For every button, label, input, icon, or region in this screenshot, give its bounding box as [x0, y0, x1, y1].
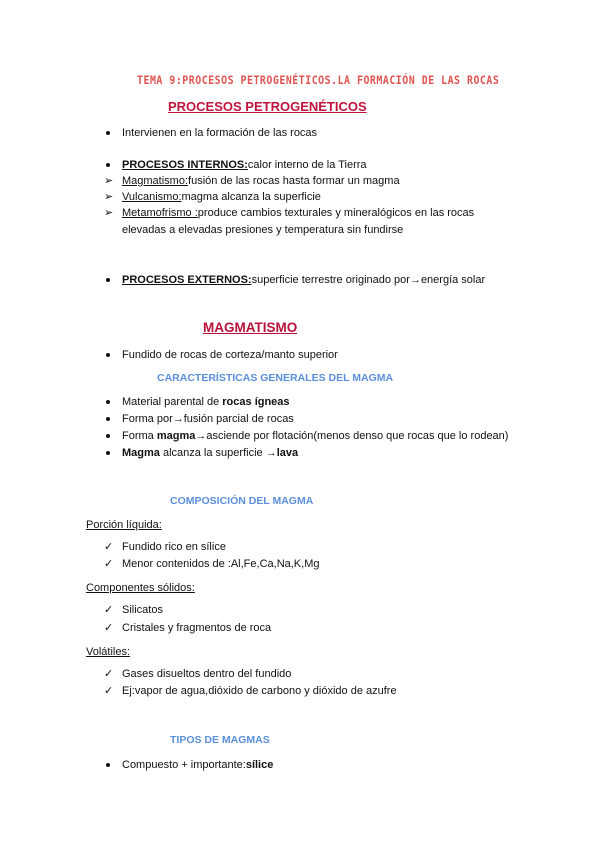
arrow-right-icon: → — [409, 274, 421, 286]
procesos-internos-line — [122, 158, 367, 172]
intro-text: Intervienen en la formación de las rocas — [122, 127, 318, 139]
solidos-item: Silicatos — [122, 604, 163, 616]
section-heading-magmatismo: MAGMATISMO — [203, 320, 298, 335]
bullet-icon — [106, 451, 110, 455]
procesos-internos-label: PROCESOS INTERNOS: — [122, 159, 248, 171]
subheading-composicion: COMPOSICIÓN DEL MAGMA — [170, 495, 314, 507]
volatiles-item: Gases disueltos dentro del fundido — [122, 668, 292, 680]
arrowhead-bullet-icon: ➢ — [104, 175, 114, 187]
volatiles-item: Ej:vapor de agua,dióxido de carbono y dióxido de azufre — [122, 685, 397, 697]
procesos-internos-text: calor interno de la Tierra — [247, 159, 367, 171]
item-text: Forma por — [122, 413, 173, 425]
check-icon: ✓ — [104, 558, 114, 570]
caracteristica-item-4 — [122, 446, 298, 460]
check-icon: ✓ — [104, 685, 114, 697]
bullet-icon — [106, 353, 110, 357]
item-text: Forma — [122, 430, 157, 442]
porcion-liquida-label: Porción líquida: — [86, 519, 162, 531]
bullet-icon — [106, 434, 110, 438]
procesos-externos-line — [122, 273, 485, 287]
bullet-icon — [106, 417, 110, 421]
item-bold-text: lava — [276, 447, 299, 459]
volatiles-label: Volátiles: — [86, 646, 131, 658]
arrow-right-icon: → — [195, 430, 207, 442]
caracteristica-item-3 — [122, 429, 508, 443]
arrowhead-bullet-icon: ➢ — [104, 191, 114, 203]
metamorfismo-text: produce cambios texturales y mineralógicos en las rocas — [197, 207, 475, 219]
check-icon: ✓ — [104, 622, 114, 634]
bullet-icon — [106, 278, 110, 282]
liquida-item: Menor contenidos de :Al,Fe,Ca,Na,K,Mg — [122, 558, 320, 570]
subheading-caracteristicas: CARACTERÍSTICAS GENERALES DEL MAGMA — [157, 372, 394, 384]
procesos-externos-label: PROCESOS EXTERNOS: — [122, 274, 252, 286]
liquida-item: Fundido rico en sílice — [122, 541, 226, 553]
vulcanismo-label: Vulcanismo: — [122, 191, 182, 203]
item-text: asciende por flotación(menos denso que rocas que lo rodean) — [206, 430, 509, 442]
solidos-item: Cristales y fragmentos de roca — [122, 622, 272, 634]
check-icon: ✓ — [104, 604, 114, 616]
document-title: TEMA 9:PROCESOS PETROGENÉTICOS.LA FORMACIÓN DE LAS ROCAS — [137, 73, 500, 87]
bullet-icon — [106, 400, 110, 404]
item-text: fusión parcial de rocas — [183, 413, 294, 425]
procesos-externos-text: superficie terrestre originado por — [251, 274, 410, 286]
check-icon: ✓ — [104, 541, 114, 553]
arrow-right-icon: → — [172, 413, 184, 425]
magmatismo-intro: Fundido de rocas de corteza/manto superior — [122, 349, 338, 361]
item-text: alcanza la superficie — [159, 447, 266, 459]
metamorfismo-text-continued: elevadas a elevadas presiones y temperatura sin fundirse — [122, 224, 404, 236]
caracteristica-item-2 — [122, 412, 294, 426]
vulcanismo-text: magma alcanza la superficie — [181, 191, 321, 203]
item-text: Compuesto + importante: — [122, 759, 246, 771]
item-bold-text: sílice — [245, 759, 274, 771]
bullet-icon — [106, 163, 110, 167]
check-icon: ✓ — [104, 668, 114, 680]
section-heading-procesos: PROCESOS PETROGENÉTICOS — [168, 99, 367, 114]
bullet-icon — [106, 131, 110, 135]
vulcanismo-line — [122, 190, 321, 204]
caracteristica-item-1 — [122, 395, 290, 409]
bullet-icon — [106, 763, 110, 767]
arrow-right-icon: → — [265, 447, 277, 459]
procesos-externos-text-2: energía solar — [420, 274, 486, 286]
componentes-solidos-label: Componentes sólidos: — [86, 582, 195, 594]
subheading-tipos-de-magmas: TIPOS DE MAGMAS — [170, 734, 270, 746]
item-bold-text: Magma — [122, 447, 160, 459]
magmatismo-text: fusión de las rocas hasta formar un magma — [188, 175, 400, 187]
item-bold-text: rocas ígneas — [222, 396, 290, 408]
metamorfismo-label: Metamofrismo : — [122, 207, 198, 219]
item-bold-text: magma — [156, 430, 196, 442]
item-text: Material parental de — [122, 396, 223, 408]
tipos-item — [122, 758, 273, 772]
metamorfismo-line — [122, 206, 474, 220]
arrowhead-bullet-icon: ➢ — [104, 207, 114, 219]
magmatismo-line — [122, 174, 400, 188]
magmatismo-label: Magmatismo: — [122, 175, 189, 187]
